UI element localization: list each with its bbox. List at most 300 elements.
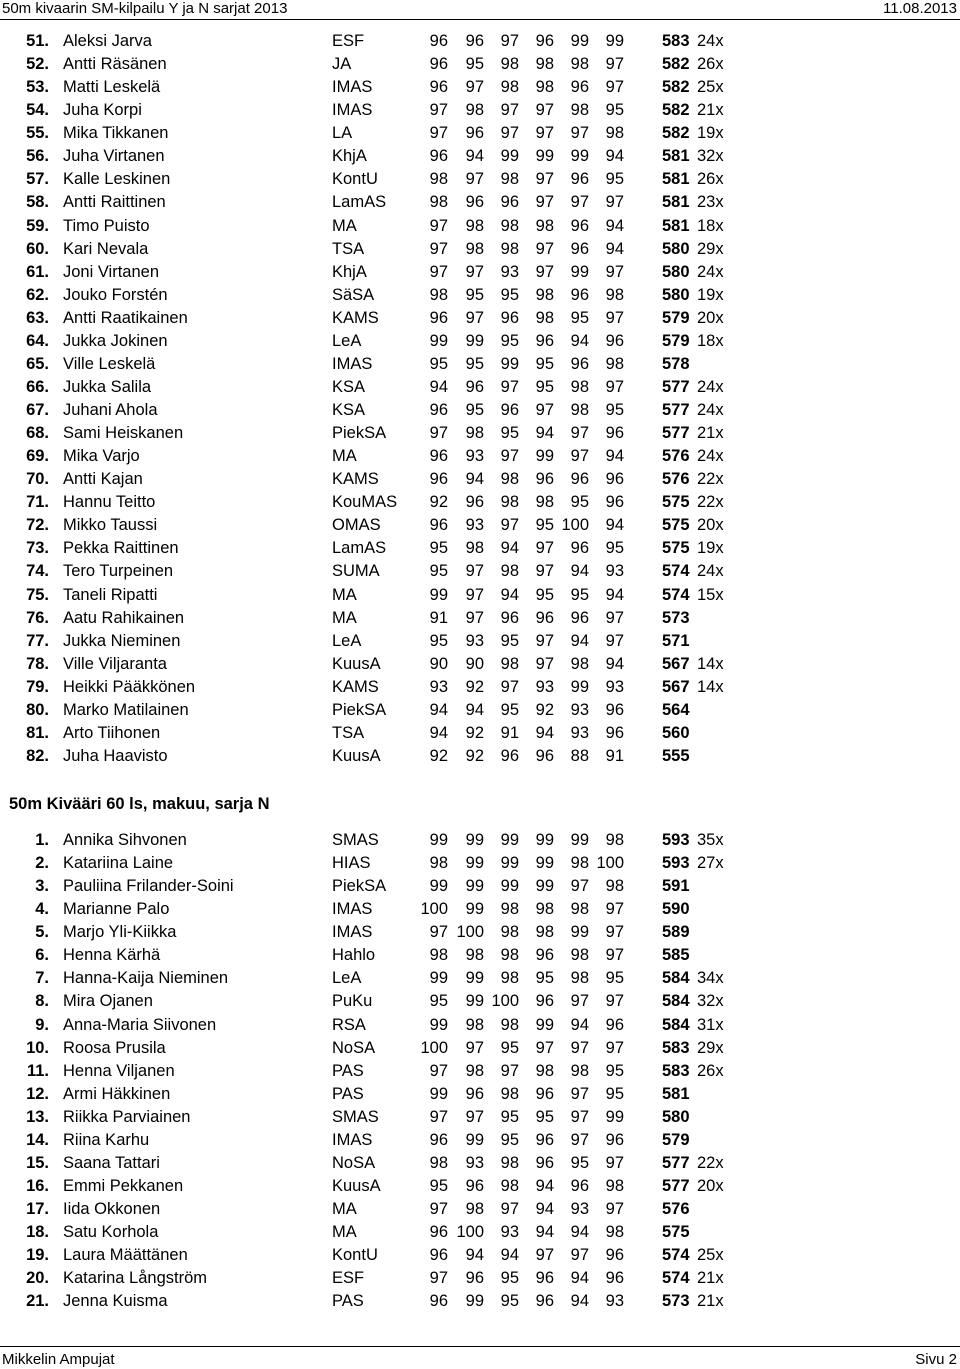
rank-cell: 82.: [26, 746, 49, 765]
series-5-cell: 96: [570, 170, 589, 189]
series-6-cell: 94: [605, 654, 624, 673]
rank-cell: 74.: [26, 562, 49, 581]
series-2-cell: 96: [465, 193, 484, 212]
table-row: [0, 852, 960, 875]
series-4-cell: 98: [535, 78, 554, 97]
series-3-cell: 94: [500, 1246, 519, 1265]
name-cell: Arto Tiihonen: [63, 723, 161, 742]
inner-tens-cell: 24x: [697, 447, 724, 466]
series-5-cell: 96: [570, 539, 589, 558]
inner-tens-cell: 29x: [697, 239, 724, 258]
series-2-cell: 97: [465, 262, 484, 281]
series-3-cell: 98: [500, 55, 519, 74]
table-row: [0, 215, 960, 238]
inner-tens-cell: 24x: [697, 401, 724, 419]
table-row: [0, 630, 960, 653]
series-2-cell: 100: [456, 1223, 484, 1242]
series-2-cell: 100: [456, 923, 484, 942]
series-2-cell: 92: [465, 746, 484, 765]
series-6-cell: 97: [605, 1038, 624, 1057]
table-row: [0, 191, 960, 214]
total-cell: 581: [662, 170, 690, 189]
series-4-cell: 97: [535, 401, 554, 419]
series-4-cell: 96: [535, 1130, 554, 1149]
club-cell: TSA: [332, 239, 365, 258]
rank-cell: 20.: [26, 1269, 49, 1288]
series-4-cell: 98: [535, 923, 554, 942]
total-cell: 576: [662, 447, 690, 466]
table-row: [0, 1152, 960, 1175]
total-cell: 581: [662, 1084, 690, 1103]
series-2-cell: 96: [465, 493, 484, 512]
series-5-cell: 94: [570, 562, 589, 581]
series-4-cell: 96: [535, 331, 554, 350]
name-cell: Taneli Ripatti: [63, 585, 158, 604]
inner-tens-cell: 25x: [697, 78, 724, 97]
name-cell: Katarina Långström: [63, 1269, 207, 1288]
series-2-cell: 98: [465, 539, 484, 558]
club-cell: KAMS: [332, 470, 379, 489]
name-cell: Juha Haavisto: [63, 746, 168, 765]
series-4-cell: 95: [535, 585, 554, 604]
total-cell: 555: [662, 746, 690, 765]
club-cell: LamAS: [332, 539, 387, 558]
name-cell: Armi Häkkinen: [63, 1084, 171, 1103]
series-6-cell: 95: [605, 401, 624, 419]
table-row: [0, 1267, 960, 1290]
series-6-cell: 94: [605, 516, 624, 535]
inner-tens-cell: 21x: [697, 1269, 724, 1288]
rank-cell: 15.: [26, 1153, 49, 1172]
series-5-cell: 98: [570, 401, 589, 419]
series-5-cell: 96: [570, 1176, 589, 1195]
series-3-cell: 96: [500, 401, 519, 419]
table-row: [0, 1221, 960, 1244]
rank-cell: 64.: [26, 331, 49, 350]
name-cell: Mika Tikkanen: [63, 124, 169, 143]
name-cell: Marianne Palo: [63, 900, 170, 919]
series-1-cell: 96: [429, 147, 448, 166]
series-2-cell: 99: [465, 831, 484, 849]
inner-tens-cell: 14x: [697, 654, 724, 673]
series-2-cell: 95: [465, 401, 484, 419]
series-4-cell: 97: [535, 193, 554, 212]
total-cell: 575: [662, 516, 690, 535]
series-3-cell: 98: [500, 470, 519, 489]
series-3-cell: 98: [500, 78, 519, 97]
rank-cell: 6.: [35, 946, 49, 965]
series-3-cell: 98: [500, 1176, 519, 1195]
series-6-cell: 99: [605, 1107, 624, 1126]
series-4-cell: 95: [535, 969, 554, 988]
rank-cell: 18.: [26, 1223, 49, 1242]
series-1-cell: 96: [429, 55, 448, 74]
series-2-cell: 97: [465, 608, 484, 627]
series-5-cell: 98: [570, 900, 589, 919]
series-3-cell: 95: [500, 1292, 519, 1311]
series-2-cell: 94: [465, 470, 484, 489]
club-cell: PiekSA: [332, 877, 387, 896]
inner-tens-cell: 26x: [697, 1061, 724, 1080]
series-2-cell: 96: [465, 1269, 484, 1288]
name-cell: Satu Korhola: [63, 1223, 159, 1242]
series-4-cell: 97: [535, 170, 554, 189]
total-cell: 574: [662, 562, 690, 581]
series-1-cell: 99: [429, 331, 448, 350]
club-cell: NoSA: [332, 1153, 376, 1172]
inner-tens-cell: 21x: [697, 101, 724, 120]
series-5-cell: 100: [561, 516, 589, 535]
series-5-cell: 97: [570, 877, 589, 896]
rank-cell: 77.: [26, 631, 49, 650]
name-cell: Hanna-Kaija Nieminen: [63, 969, 229, 988]
series-1-cell: 97: [429, 239, 448, 258]
series-6-cell: 98: [605, 1176, 624, 1195]
series-3-cell: 95: [500, 331, 519, 350]
series-3-cell: 98: [500, 239, 519, 258]
series-5-cell: 94: [570, 1292, 589, 1311]
series-1-cell: 95: [429, 992, 448, 1011]
rank-cell: 58.: [26, 193, 49, 212]
total-cell: 571: [662, 631, 690, 650]
club-cell: KouMAS: [332, 493, 398, 512]
series-2-cell: 96: [465, 1084, 484, 1103]
series-5-cell: 97: [570, 1084, 589, 1103]
club-cell: LeA: [332, 969, 362, 988]
name-cell: Katariina Laine: [63, 854, 174, 873]
series-1-cell: 99: [429, 877, 448, 896]
table-row: [0, 1106, 960, 1129]
series-5-cell: 88: [570, 746, 589, 765]
series-1-cell: 96: [429, 401, 448, 419]
series-2-cell: 99: [465, 969, 484, 988]
rank-cell: 13.: [26, 1107, 49, 1126]
total-cell: 574: [662, 1269, 690, 1288]
series-6-cell: 96: [605, 470, 624, 489]
series-5-cell: 97: [570, 424, 589, 443]
series-1-cell: 96: [429, 470, 448, 489]
rank-cell: 75.: [26, 585, 49, 604]
series-3-cell: 94: [500, 585, 519, 604]
series-1-cell: 99: [429, 585, 448, 604]
series-6-cell: 96: [605, 1246, 624, 1265]
series-4-cell: 95: [535, 377, 554, 396]
series-6-cell: 96: [605, 424, 624, 443]
series-5-cell: 97: [570, 193, 589, 212]
rank-cell: 17.: [26, 1200, 49, 1218]
rank-cell: 79.: [26, 677, 49, 696]
series-5-cell: 95: [570, 1153, 589, 1172]
series-6-cell: 97: [605, 1200, 624, 1218]
table-row: [0, 491, 960, 514]
series-5-cell: 93: [570, 1200, 589, 1218]
inner-tens-cell: 22x: [697, 470, 724, 489]
name-cell: Juha Virtanen: [63, 147, 165, 166]
club-cell: RSA: [332, 1015, 366, 1034]
total-cell: 573: [662, 608, 690, 627]
document-title: 50m kivaarin SM-kilpailu Y ja N sarjat 2013: [2, 0, 288, 17]
series-1-cell: 100: [420, 1038, 448, 1057]
rank-cell: 76.: [26, 608, 49, 627]
series-5-cell: 96: [570, 78, 589, 97]
table-row: [0, 514, 960, 537]
series-4-cell: 98: [535, 308, 554, 327]
table-row: [0, 330, 960, 353]
rank-cell: 16.: [26, 1176, 49, 1195]
series-1-cell: 91: [429, 608, 448, 627]
inner-tens-cell: 32x: [697, 992, 724, 1011]
series-2-cell: 93: [465, 447, 484, 466]
series-1-cell: 97: [429, 424, 448, 443]
name-cell: Ville Viljaranta: [63, 654, 167, 673]
series-2-cell: 93: [465, 516, 484, 535]
total-cell: 580: [662, 285, 690, 304]
name-cell: Kari Nevala: [63, 239, 149, 258]
series-6-cell: 93: [605, 677, 624, 696]
series-3-cell: 93: [500, 262, 519, 281]
total-cell: 581: [662, 193, 690, 212]
series-5-cell: 96: [570, 285, 589, 304]
table-row: [0, 537, 960, 560]
inner-tens-cell: 19x: [697, 539, 724, 558]
series-4-cell: 96: [535, 746, 554, 765]
table-row: [0, 699, 960, 722]
inner-tens-cell: 18x: [697, 216, 724, 235]
results-table-men: [0, 30, 960, 768]
series-1-cell: 97: [429, 124, 448, 143]
series-2-cell: 95: [465, 285, 484, 304]
table-row: [0, 990, 960, 1013]
total-cell: 580: [662, 239, 690, 258]
rank-cell: 52.: [26, 55, 49, 74]
rank-cell: 57.: [26, 170, 49, 189]
rank-cell: 59.: [26, 216, 49, 235]
series-1-cell: 96: [429, 308, 448, 327]
series-6-cell: 95: [605, 539, 624, 558]
total-cell: 579: [662, 1130, 690, 1149]
footer-divider: [0, 1346, 960, 1347]
series-6-cell: 97: [605, 262, 624, 281]
series-2-cell: 96: [465, 124, 484, 143]
name-cell: Henna Kärhä: [63, 946, 161, 965]
table-row: [0, 1244, 960, 1267]
series-5-cell: 98: [570, 854, 589, 873]
series-3-cell: 97: [500, 516, 519, 535]
table-row: [0, 676, 960, 699]
series-6-cell: 96: [605, 493, 624, 512]
inner-tens-cell: 34x: [697, 969, 724, 988]
total-cell: 581: [662, 147, 690, 166]
series-6-cell: 91: [605, 746, 624, 765]
series-2-cell: 98: [465, 424, 484, 443]
series-4-cell: 97: [535, 654, 554, 673]
series-2-cell: 97: [465, 78, 484, 97]
rank-cell: 14.: [26, 1130, 49, 1149]
series-6-cell: 94: [605, 147, 624, 166]
series-2-cell: 94: [465, 1246, 484, 1265]
club-cell: PAS: [332, 1061, 364, 1080]
series-1-cell: 95: [429, 631, 448, 650]
series-6-cell: 97: [605, 1153, 624, 1172]
table-row: [0, 1037, 960, 1060]
page-footer: [0, 1346, 960, 1369]
series-1-cell: 100: [420, 900, 448, 919]
rank-cell: 19.: [26, 1246, 49, 1265]
total-cell: 582: [662, 55, 690, 74]
name-cell: Juhani Ahola: [63, 401, 158, 419]
club-cell: KhjA: [332, 147, 367, 166]
club-cell: KontU: [332, 1246, 378, 1265]
series-6-cell: 97: [605, 923, 624, 942]
club-cell: Hahlo: [332, 946, 376, 965]
series-3-cell: 97: [500, 124, 519, 143]
table-row: [0, 53, 960, 76]
series-5-cell: 96: [570, 608, 589, 627]
club-cell: TSA: [332, 723, 365, 742]
series-1-cell: 98: [429, 170, 448, 189]
rank-cell: 81.: [26, 723, 49, 742]
table-row: [0, 261, 960, 284]
series-2-cell: 97: [465, 308, 484, 327]
total-cell: 577: [662, 1153, 690, 1172]
table-row: [0, 307, 960, 330]
name-cell: Matti Leskelä: [63, 78, 161, 97]
series-6-cell: 97: [605, 992, 624, 1011]
series-2-cell: 96: [465, 32, 484, 50]
rank-cell: 60.: [26, 239, 49, 258]
rank-cell: 66.: [26, 377, 49, 396]
total-cell: 579: [662, 308, 690, 327]
name-cell: Pauliina Frilander-Soini: [63, 877, 234, 896]
rank-cell: 8.: [35, 992, 49, 1011]
series-3-cell: 98: [500, 216, 519, 235]
inner-tens-cell: 14x: [697, 677, 724, 696]
club-cell: PiekSA: [332, 700, 387, 719]
name-cell: Ville Leskelä: [63, 354, 156, 373]
total-cell: 582: [662, 78, 690, 97]
series-5-cell: 98: [570, 969, 589, 988]
name-cell: Riikka Parviainen: [63, 1107, 191, 1126]
total-cell: 575: [662, 493, 690, 512]
series-1-cell: 99: [429, 1015, 448, 1034]
series-3-cell: 93: [500, 1223, 519, 1242]
rank-cell: 67.: [26, 401, 49, 419]
club-cell: LA: [332, 124, 353, 143]
rank-cell: 63.: [26, 308, 49, 327]
series-1-cell: 96: [429, 32, 448, 50]
series-4-cell: 92: [535, 700, 554, 719]
series-1-cell: 98: [429, 1153, 448, 1172]
series-2-cell: 90: [465, 654, 484, 673]
inner-tens-cell: 24x: [697, 377, 724, 396]
rank-cell: 1.: [35, 831, 49, 849]
series-3-cell: 97: [500, 1061, 519, 1080]
table-row: [0, 1060, 960, 1083]
rank-cell: 61.: [26, 262, 49, 281]
series-5-cell: 95: [570, 493, 589, 512]
name-cell: Emmi Pekkanen: [63, 1176, 184, 1195]
series-3-cell: 99: [500, 147, 519, 166]
series-4-cell: 95: [535, 1107, 554, 1126]
series-5-cell: 97: [570, 1038, 589, 1057]
series-3-cell: 94: [500, 539, 519, 558]
series-3-cell: 96: [500, 308, 519, 327]
table-row: [0, 1175, 960, 1198]
series-5-cell: 94: [570, 1269, 589, 1288]
series-4-cell: 96: [535, 1269, 554, 1288]
series-4-cell: 95: [535, 354, 554, 373]
series-4-cell: 96: [535, 32, 554, 50]
series-4-cell: 97: [535, 262, 554, 281]
series-1-cell: 92: [429, 746, 448, 765]
club-cell: MA: [332, 1200, 357, 1218]
club-cell: NoSA: [332, 1038, 376, 1057]
series-6-cell: 100: [596, 854, 624, 873]
total-cell: 577: [662, 424, 690, 443]
series-1-cell: 98: [429, 946, 448, 965]
name-cell: Jukka Jokinen: [63, 331, 168, 350]
series-4-cell: 94: [535, 1223, 554, 1242]
total-cell: 577: [662, 401, 690, 419]
inner-tens-cell: 24x: [697, 262, 724, 281]
series-2-cell: 93: [465, 631, 484, 650]
series-2-cell: 94: [465, 700, 484, 719]
series-6-cell: 94: [605, 447, 624, 466]
series-5-cell: 98: [570, 654, 589, 673]
series-1-cell: 95: [429, 539, 448, 558]
total-cell: 576: [662, 470, 690, 489]
table-row: [0, 722, 960, 745]
name-cell: Aatu Rahikainen: [63, 608, 185, 627]
rank-cell: 3.: [35, 877, 49, 896]
total-cell: 585: [662, 946, 690, 965]
rank-cell: 72.: [26, 516, 49, 535]
series-1-cell: 99: [429, 831, 448, 849]
club-cell: ESF: [332, 32, 365, 50]
total-cell: 583: [662, 1038, 690, 1057]
club-cell: KSA: [332, 401, 366, 419]
series-6-cell: 95: [605, 170, 624, 189]
club-cell: KhjA: [332, 262, 367, 281]
series-2-cell: 99: [465, 1130, 484, 1149]
series-3-cell: 96: [500, 746, 519, 765]
series-3-cell: 99: [500, 854, 519, 873]
series-3-cell: 98: [500, 1153, 519, 1172]
series-4-cell: 93: [535, 677, 554, 696]
series-1-cell: 95: [429, 562, 448, 581]
series-2-cell: 97: [465, 1038, 484, 1057]
series-3-cell: 91: [500, 723, 519, 742]
total-cell: 576: [662, 1200, 690, 1218]
club-cell: KAMS: [332, 677, 379, 696]
series-3-cell: 97: [500, 377, 519, 396]
series-6-cell: 93: [605, 562, 624, 581]
club-cell: HIAS: [332, 854, 371, 873]
rank-cell: 4.: [35, 900, 49, 919]
club-cell: MA: [332, 1223, 357, 1242]
series-1-cell: 90: [429, 654, 448, 673]
series-1-cell: 94: [429, 700, 448, 719]
total-cell: 577: [662, 1176, 690, 1195]
series-3-cell: 98: [500, 493, 519, 512]
series-3-cell: 98: [500, 654, 519, 673]
series-2-cell: 98: [465, 239, 484, 258]
series-1-cell: 96: [429, 1223, 448, 1242]
series-2-cell: 98: [465, 216, 484, 235]
club-cell: IMAS: [332, 101, 373, 120]
table-row: [0, 238, 960, 261]
name-cell: Aleksi Jarva: [63, 32, 152, 50]
